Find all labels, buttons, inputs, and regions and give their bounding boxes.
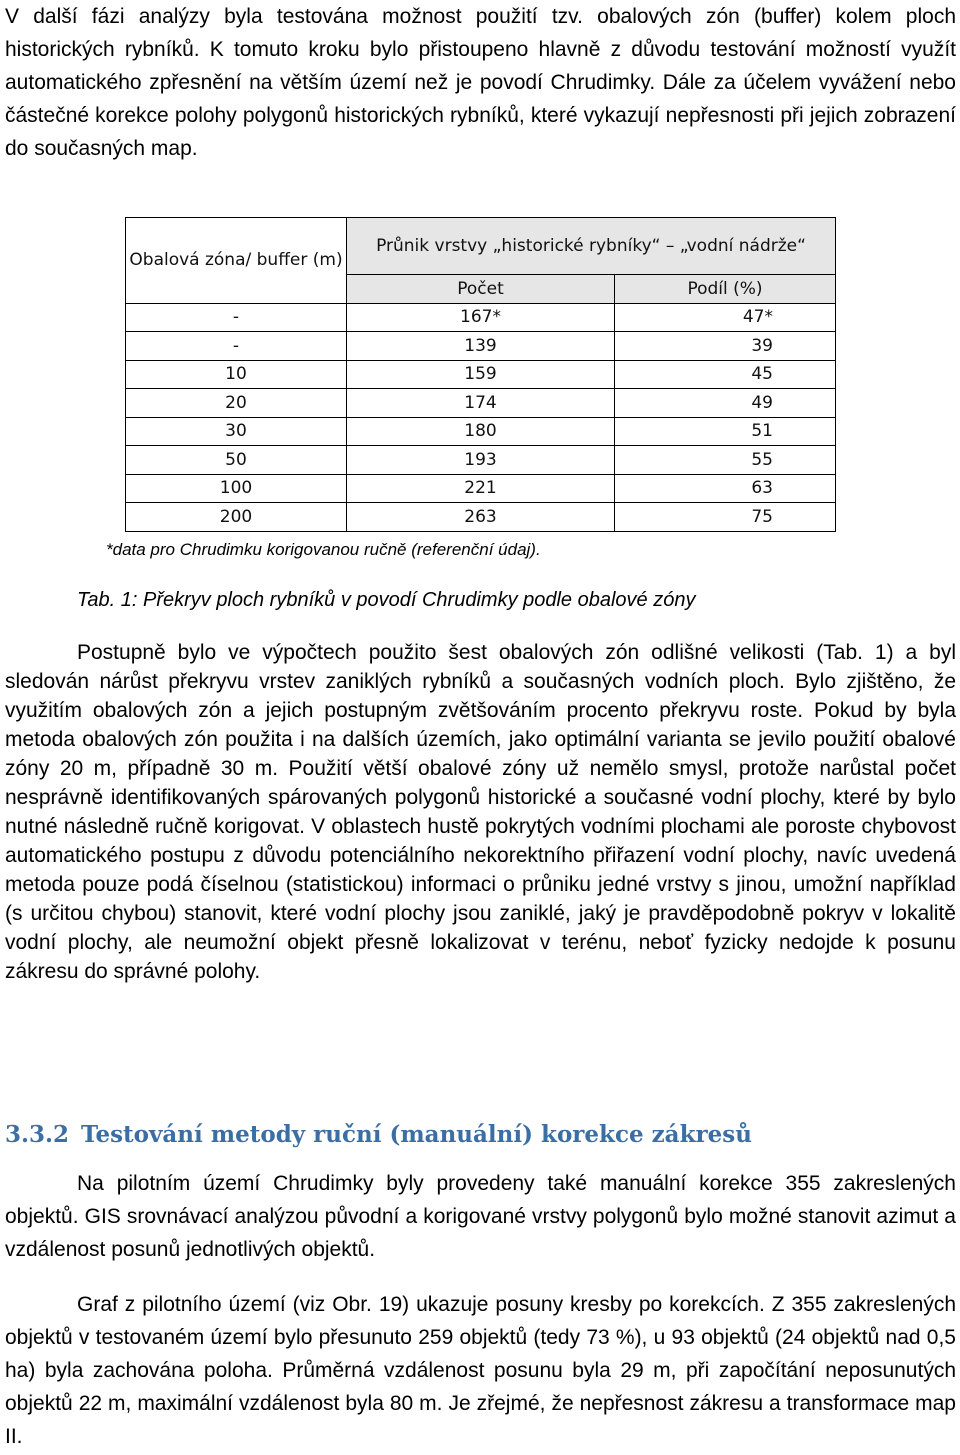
table-row: [126, 389, 836, 418]
section-number: 3.3.2: [5, 1121, 70, 1148]
paragraph-shift-graph-text: Graf z pilotního území (viz Obr. 19) ukazuje posuny kresby po korekcích. Z 355 zakreslených objektů v testovaném území bylo přesunuto 259 objektů (tedy 73 %), u 93 objektů (24 objektů nad 0,5 ha) byla zachována poloha. Průměrná vzdálenost posunu byla 29 m, při započítání neposunutých objektů 22 m, maximální vzdálenost byla 80 m. Je zřejmé, že nepřesnost zákresu a transformace map II.: [5, 1293, 956, 1448]
table-row: [126, 417, 836, 446]
table-row: [126, 474, 836, 503]
group-header-intersection: Průnik vrstvy „historické rybníky“ – „vodní nádrže“: [347, 218, 836, 275]
cell-count: 139: [347, 332, 615, 361]
section-heading: [5, 1118, 752, 1152]
cell-count: 159: [347, 360, 615, 389]
cell-share: 49: [615, 389, 836, 418]
table-caption: Tab. 1: Překryv ploch rybníků v povodí Chrudimky podle obalové zóny: [77, 589, 696, 611]
cell-share: 75: [615, 503, 836, 532]
cell-count: 221: [347, 474, 615, 503]
cell-count: 167*: [347, 303, 615, 332]
cell-share: 63: [615, 474, 836, 503]
col-share-header: Podíl (%): [615, 275, 836, 304]
col-count-header: Počet: [347, 275, 615, 304]
cell-buffer: 30: [126, 417, 347, 446]
paragraph-shift-graph: [5, 1288, 956, 1453]
cell-share: 47*: [615, 303, 836, 332]
cell-buffer: 20: [126, 389, 347, 418]
section-title: Testování metody ruční (manuální) korekce zákresů: [81, 1121, 752, 1148]
cell-buffer: 200: [126, 503, 347, 532]
cell-count: 263: [347, 503, 615, 532]
paragraph-buffer-results-text: Postupně bylo ve výpočtech použito šest obalových zón odlišné velikosti (Tab. 1) a byl sledován nárůst překryvu vrstev zaniklých rybníků a současných vodních ploch. Bylo zjištěno, že využitím obalových zón a jejich postupným zvětšováním procento překryvu roste. Pokud by byla metoda obalových zón použita i na dalších územích, jako optimální varianta se jevilo použití obalové zóny 20 m, případně 30 m. Použití větší obalové zóny už nemělo smysl, protože narůstal počet nesprávně identifikovaných spárovaných polygonů historické a současné vodní plochy, které by bylo nutné následně ručně korigovat. V oblastech hustě pokrytých vodními plochami ale poroste chybovost automatického postupu z důvodu potenciálního nekorektního přiřazení vodní plochy, navíc uvedená metoda pouze podá číselnou (statistickou) informaci o průniku jedné vrstvy s jinou, umožní například (s určitou chybou) stanovit, které vodní plochy jsou zaniklé, jaký je pravděpodobně pokryv v lokalitě vodní plochy, ale neumožní objekt přesně lokalizovat v terénu, neboť fyzicky nedojde k posunu zákresu do správné polohy.: [5, 641, 956, 983]
cell-share: 39: [615, 332, 836, 361]
table-body: [126, 303, 836, 531]
table-row: [126, 446, 836, 475]
table-row: [126, 360, 836, 389]
paragraph-manual-correction: [5, 1167, 956, 1266]
cell-buffer: -: [126, 303, 347, 332]
cell-share: 51: [615, 417, 836, 446]
cell-count: 180: [347, 417, 615, 446]
cell-count: 193: [347, 446, 615, 475]
table-note: *data pro Chrudimku korigovanou ručně (referenční údaj).: [106, 540, 541, 559]
cell-buffer: 50: [126, 446, 347, 475]
cell-count: 174: [347, 389, 615, 418]
table-row: [126, 303, 836, 332]
cell-share: 45: [615, 360, 836, 389]
buffer-overlap-table: [125, 217, 836, 532]
intro-paragraph: V další fázi analýzy byla testována možnost použití tzv. obalových zón (buffer) kolem ploch historických rybníků. K tomuto kroku bylo přistoupeno hlavně z důvodu testování možností využít automatického zpřesnění na větším území než je povodí Chrudimky. Dále za účelem vyvážení nebo částečné korekce polohy polygonů historických rybníků, které vykazují nepřesnosti při jejich zobrazení do současných map.: [5, 5, 956, 160]
buffer-table-container: [125, 217, 836, 532]
cell-buffer: 100: [126, 474, 347, 503]
col-buffer-header: Obalová zóna/ buffer (m): [126, 218, 347, 304]
paragraph-buffer-results: [5, 638, 956, 986]
cell-buffer: 10: [126, 360, 347, 389]
table-row: [126, 503, 836, 532]
cell-share: 55: [615, 446, 836, 475]
paragraph-manual-correction-text: Na pilotním území Chrudimky byly provedeny také manuální korekce 355 zakreslených objektů. GIS srovnávací analýzou původní a korigované vrstvy polygonů bylo možné stanovit azimut a vzdálenost posunů jednotlivých objektů.: [5, 1172, 956, 1261]
table-row: [126, 332, 836, 361]
cell-buffer: -: [126, 332, 347, 361]
